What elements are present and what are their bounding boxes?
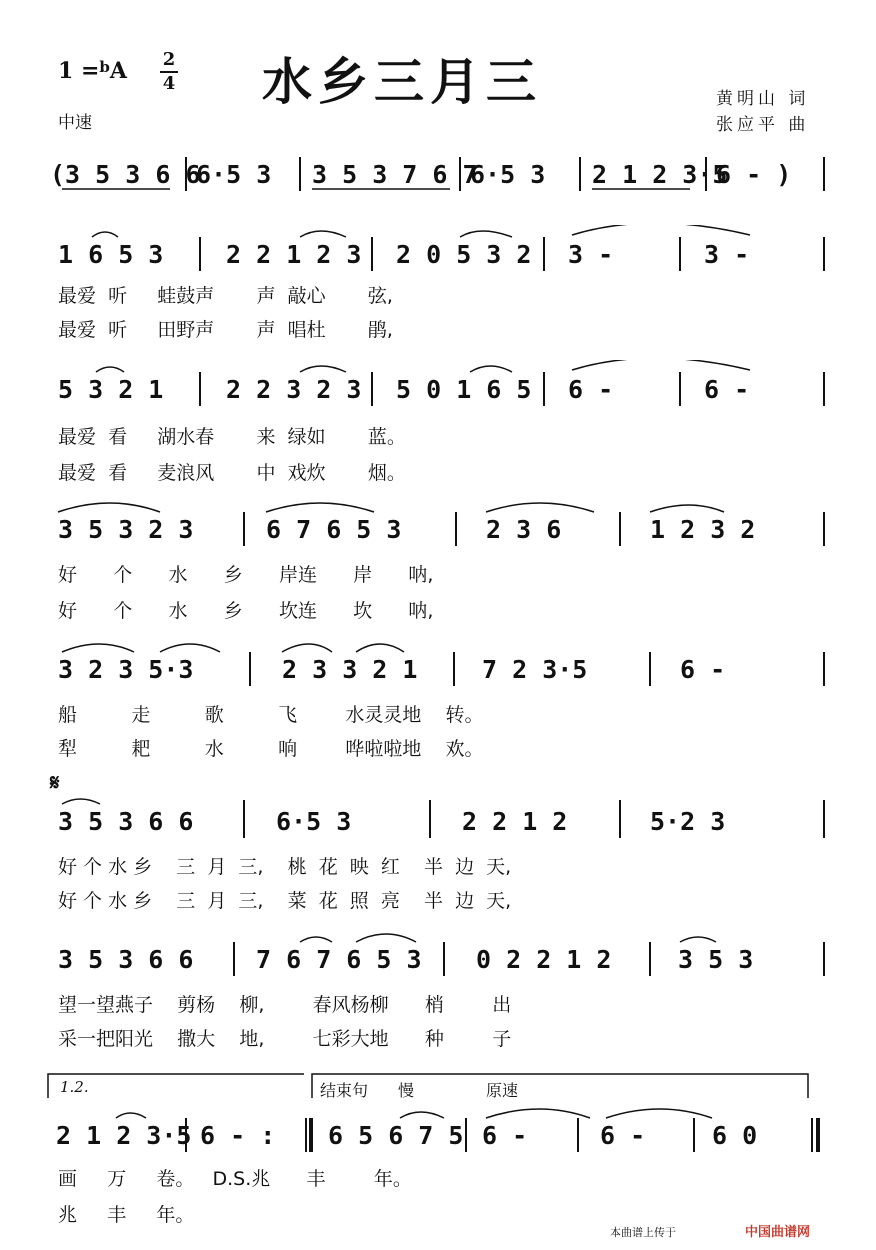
svg-text:6 -: 6 -	[680, 655, 726, 684]
lyrics-verse-1: 好 个 水 乡 三 月 三, 桃 花 映 红 半 边 天,	[58, 856, 512, 878]
lyrics-verse-1: 画 万 卷。 D.S.兆 丰 年。	[58, 1168, 412, 1190]
svg-text:5·2 3: 5·2 3	[650, 807, 726, 836]
lyrics-verse-1: 最爱 听 蛙鼓声 声 敲心 弦,	[58, 285, 393, 307]
svg-text:2 3 3 2 1: 2 3 3 2 1	[282, 655, 418, 684]
svg-text:6 -: 6 -	[704, 375, 750, 404]
key-signature: 1 =$^b$A	[58, 58, 127, 84]
svg-text:2 1 2 3·5: 2 1 2 3·5	[592, 160, 728, 189]
notation-line	[0, 500, 876, 560]
svg-text:3 5 3 7 6 7: 3 5 3 7 6 7	[312, 160, 478, 189]
svg-text:5 0 1 6 5: 5 0 1 6 5	[396, 375, 532, 404]
slow-marking: 慢	[398, 1081, 415, 1100]
lyrics-verse-1: 望一望燕子 剪杨 柳, 春风杨柳 梢 出	[58, 994, 512, 1016]
svg-text:6 0: 6 0	[712, 1121, 758, 1150]
lyrics-verse-2: 好 个 水 乡 三 月 三, 菜 花 照 亮 半 边 天,	[58, 890, 512, 912]
svg-text:3 5 3: 3 5 3	[678, 945, 754, 974]
lyrics-verse-1: 最爱 看 湖水春 来 绿如 蓝。	[58, 426, 406, 448]
notation-line	[0, 792, 876, 852]
svg-text:3 5 3 6 6: 3 5 3 6 6	[58, 807, 194, 836]
svg-text:2 3 6: 2 3 6	[486, 515, 562, 544]
lyrics-verse-2: 采一把阳光 撒大 地, 七彩大地 种 子	[58, 1028, 512, 1050]
svg-text:7 6 7 6 5 3: 7 6 7 6 5 3	[256, 945, 422, 974]
a-tempo-marking: 原速	[486, 1081, 519, 1100]
lyricist-credit: 黄明山 词	[716, 89, 810, 109]
notation-line	[0, 930, 876, 990]
svg-text:7 2 3·5: 7 2 3·5	[482, 655, 588, 684]
svg-text:6·5 3: 6·5 3	[196, 160, 272, 189]
svg-text:5 3 2 1: 5 3 2 1	[58, 375, 164, 404]
volta-label: 1.2.	[60, 1078, 89, 1096]
song-title: 水乡三月三	[262, 53, 542, 111]
svg-text:3 -: 3 -	[568, 240, 614, 269]
svg-text:6 - :: 6 - :	[200, 1121, 276, 1150]
notation-line	[0, 145, 876, 205]
lyrics-verse-2: 最爱 看 麦浪风 中 戏炊 烟。	[58, 462, 406, 484]
notation-line	[0, 640, 876, 700]
svg-text:6 5 6 7 5: 6 5 6 7 5	[328, 1121, 464, 1150]
lyrics-verse-2: 最爱 听 田野声 声 唱杜 鹃,	[58, 319, 393, 341]
svg-text:1 6 5 3: 1 6 5 3	[58, 240, 164, 269]
lyrics-verse-2: 犁 耙 水 响 哗啦啦地 欢。	[58, 738, 484, 760]
notation-line	[0, 225, 876, 285]
notation-line	[0, 1106, 876, 1166]
composer-credit: 张应平 曲	[716, 115, 810, 135]
svg-text:2 2 1 2 3: 2 2 1 2 3	[226, 240, 362, 269]
upload-note: 本曲谱上传于	[610, 1226, 676, 1239]
svg-text:6 -: 6 -	[600, 1121, 646, 1150]
svg-text:2 0 5 3 2: 2 0 5 3 2	[396, 240, 532, 269]
svg-text:3 5 3 2 3: 3 5 3 2 3	[58, 515, 194, 544]
svg-text:6 7 6 5 3: 6 7 6 5 3	[266, 515, 402, 544]
svg-text:0 2 2 1 2: 0 2 2 1 2	[476, 945, 612, 974]
svg-text:1 2 3 2: 1 2 3 2	[650, 515, 756, 544]
svg-text:6 - ): 6 - )	[716, 160, 792, 189]
svg-text:6·5 3: 6·5 3	[276, 807, 352, 836]
time-signature: 2 4	[160, 50, 178, 94]
svg-text:2 1 2 3·5: 2 1 2 3·5	[56, 1121, 192, 1150]
svg-text:6·5 3: 6·5 3	[470, 160, 546, 189]
svg-text:2 2 3 2 3: 2 2 3 2 3	[226, 375, 362, 404]
lyrics-verse-1: 好 个 水 乡 岸连 岸 呐,	[58, 564, 434, 586]
svg-text:3 5 3 6 6: 3 5 3 6 6	[58, 945, 194, 974]
svg-text:(3 5 3 6 6: (3 5 3 6 6	[50, 160, 201, 189]
svg-text:2 2 1 2: 2 2 1 2	[462, 807, 568, 836]
svg-text:3 2 3 5·3: 3 2 3 5·3	[58, 655, 194, 684]
lyrics-verse-2: 好 个 水 乡 坎连 坎 呐,	[58, 600, 434, 622]
svg-text:3 -: 3 -	[704, 240, 750, 269]
ending-label: 结束句	[320, 1081, 369, 1100]
segno-sign: 𝄋	[50, 770, 60, 796]
lyrics-verse-1: 船 走 歌 飞 水灵灵地 转。	[58, 704, 484, 726]
notation-line	[0, 360, 876, 420]
tempo-marking: 中速	[58, 113, 92, 133]
volta-brackets	[0, 1068, 876, 1108]
site-logo[interactable]: 中国曲谱网	[745, 1225, 811, 1240]
svg-text:6 -: 6 -	[482, 1121, 528, 1150]
lyrics-verse-2: 兆 丰 年。	[58, 1204, 195, 1226]
svg-text:6 -: 6 -	[568, 375, 614, 404]
